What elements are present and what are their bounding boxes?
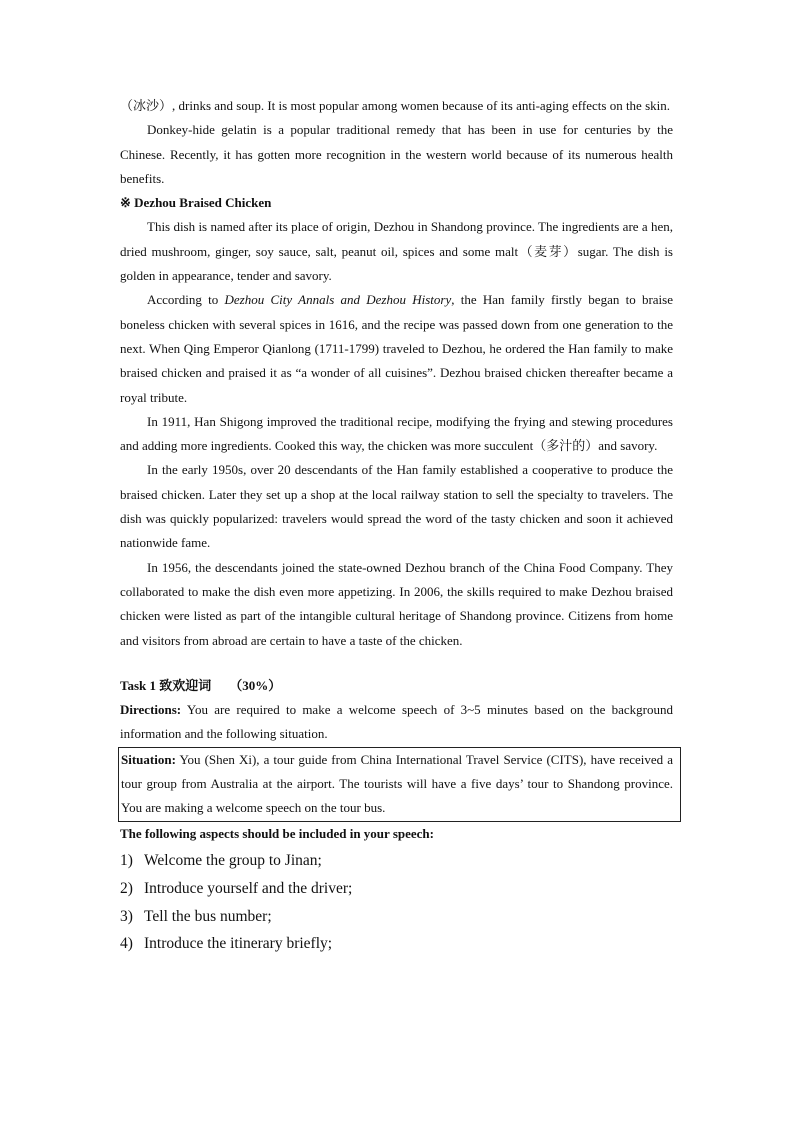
list-item-number: 1) [120, 851, 133, 869]
spacer [120, 653, 673, 674]
section-paragraph-4: In the early 1950s, over 20 descendants of the Han family established a cooperative to produce the braised chicken. Later they set up a shop at the local railway station to sell the specialty to travelers. The dish was quickly popularized: travelers would spread the word of the tasty chicken and soon it achieved nationwide fame. [120, 462, 673, 551]
list-item [120, 847, 673, 875]
paragraph-text: According to [147, 292, 225, 308]
directions [120, 698, 673, 747]
situation-label: Situation: [121, 751, 176, 767]
section-paragraph-5: In 1956, the descendants joined the state-owned Dezhou branch of the China Food Company. They collaborated to make the dish even more appetizing. In 2006, the skills required to make Dezhou braised chicken were listed as part of the intangible cultural heritage of Shandong province. Citizens from home and visitors from abroad are certain to have a taste of the chicken. [120, 559, 673, 648]
list-item-text: Introduce the itinerary briefly; [144, 935, 333, 953]
section-paragraph-3: In 1911, Han Shigong improved the traditional recipe, modifying the frying and stewing procedures and adding more ingredients. Cooked this way, the chicken was more succulent（多汁的）and savory. [120, 413, 673, 454]
section-heading: ※ Dezhou Braised Chicken [120, 195, 272, 211]
section-paragraph-1: This dish is named after its place of origin, Dezhou in Shandong province. The ingredients are a hen, dried mushroom, ginger, soy sauce, salt, peanut oil, spices and some malt（麦芽）sugar. The dish is golden in appearance, tender and savory. [120, 219, 673, 284]
intro-paragraph-2: Donkey-hide gelatin is a popular traditional remedy that has been in use for centuries by the Chinese. Recently, it has gotten more recognition in the western world because of its numerous health benefits. [120, 122, 673, 186]
situation-box [118, 747, 681, 822]
paragraph-text: , the Han family firstly began to braise boneless chicken with several spices in 1616, and the recipe was passed down from one generation to the next. When Qing Emperor Qianlong (1711-1799) traveled to Dezhou, he ordered the Han family to make braised chicken and praised it as “a wonder of all cuisines”. Dezhou braised chicken thereafter became a royal tribute. [120, 292, 673, 405]
directions-label: Directions: [120, 702, 182, 718]
aspects-heading: The following aspects should be included in your speech: [120, 825, 434, 841]
task-title [120, 674, 673, 698]
aspects-list [120, 847, 673, 958]
task-percent: （30%） [229, 677, 282, 693]
list-item-number: 4) [120, 935, 133, 953]
list-item-number: 3) [120, 907, 133, 925]
list-item [120, 875, 673, 903]
section-paragraph-2 [120, 288, 673, 409]
list-item [120, 930, 673, 958]
list-item [120, 903, 673, 931]
list-item-text: Tell the bus number; [144, 907, 272, 925]
list-item-text: Welcome the group to Jinan; [144, 851, 322, 869]
list-item-number: 2) [120, 879, 133, 897]
directions-text: You are required to make a welcome speech of 3~5 minutes based on the background information and the following situation. [120, 702, 673, 742]
book-title: Dezhou City Annals and Dezhou History [224, 292, 452, 308]
task-title-text: Task 1 致欢迎词 [120, 677, 212, 693]
intro-paragraph-1: （冰沙）, drinks and soup. It is most popular among women because of its anti-aging effects on the skin. [120, 98, 670, 113]
situation-text: You (Shen Xi), a tour guide from China International Travel Service (CITS), have received a tour group from Australia at the airport. The tourists will have a five days’ tour to Shandong province. You are making a welcome speech on the tour bus. [121, 751, 673, 816]
document-page [120, 94, 673, 958]
situation [121, 748, 673, 821]
list-item-text: Introduce yourself and the driver; [144, 879, 353, 897]
